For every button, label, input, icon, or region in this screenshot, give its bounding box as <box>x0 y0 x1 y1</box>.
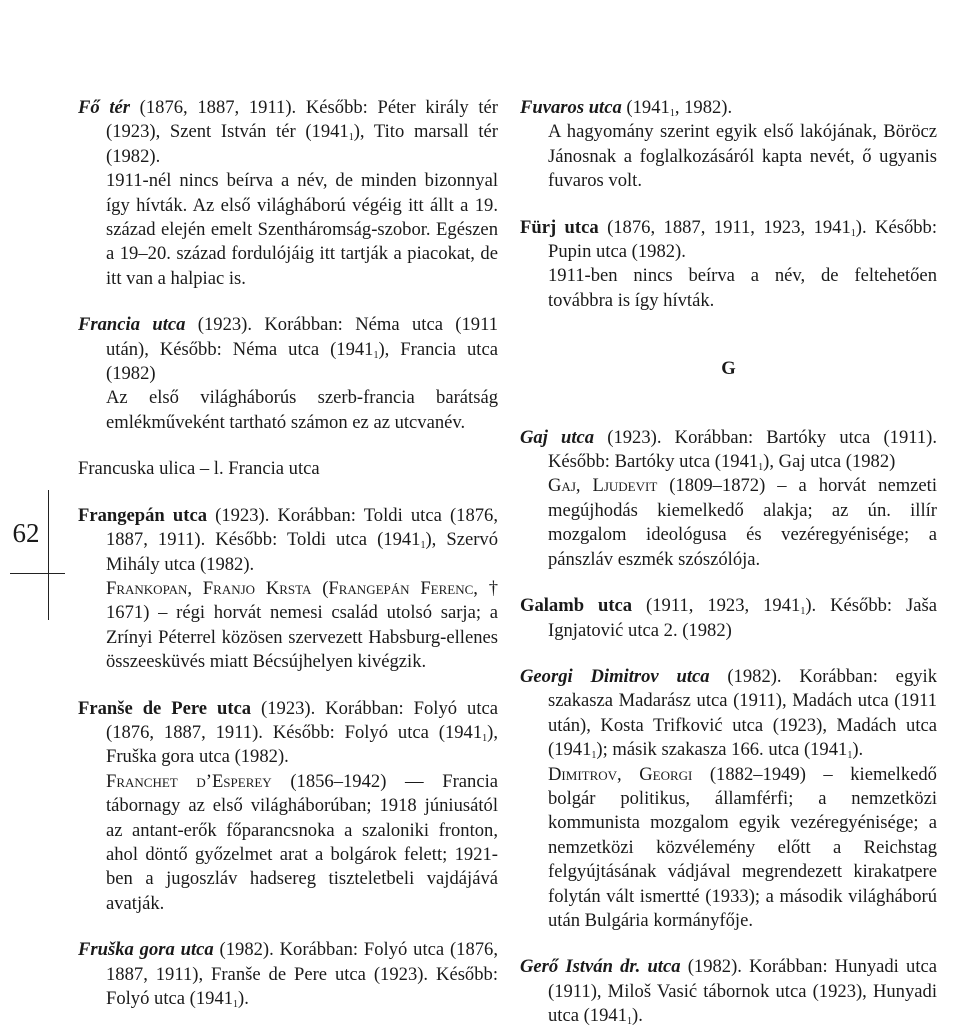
entry-term: Frangepán utca <box>78 504 207 526</box>
entry-furj-utca: Fürj utca (1876, 1887, 1911, 1923, $1941_1$). Később: Pupin utca (1982). 1911-ben nincs beírva a név, de feltehetően továbbra is így hívták. <box>520 216 937 314</box>
right-column <box>520 96 937 1029</box>
entry-term: Fruška gora utca <box>78 939 214 961</box>
crop-mark-vertical <box>48 490 49 620</box>
entry-note: (1809–1872) – a horvát nemzeti megújhodás kiemelkedő alakja; az ún. illír mozgalom ideológusa és vezéregyénisége; a pánszláv eszmék szószólója. <box>548 475 938 570</box>
entry-term: Fuvaros utca <box>520 97 622 118</box>
entry-fruska-gora-utca: Fruška gora utca (1982). Korábban: Folyó utca (1876, 1887, 1911), Franše de Pere utca (1923). Később: Folyó utca $(1941_1)$. <box>78 939 498 1010</box>
entry-term: Franše de Pere utca <box>78 697 252 719</box>
person-name: Dimitrov, Georgi <box>548 763 693 785</box>
entry-fo-ter: Fő tér (1876, 1887, 1911). Később: Péter király tér (1923), Szent István tér $(1941_1)$, Tito marsall tér (1982). 1911-nél nincs beírva a név, de minden bizonnyal így hívták. Az első világháború végéig itt állt a 19. század elején emelt Szentháromság-szobor. Egészen a 19–20. század fordulójáig itt tartják a piacokat, de itt van a halpiac is. <box>78 96 498 291</box>
person-name: Gaj, Ljudevit <box>548 475 658 497</box>
entry-note: 1671) – régi horvát nemesi család utolsó sarja; a Zrínyi Péterrel közösen szervezett Habsburg-ellenes összeesküvés miatt Bécsújhelyen kivégzik. <box>106 602 498 673</box>
entry-frangepan-utca: Frangepán utca (1923). Korábban: Toldi utca (1876, 1887, 1911). Később: Toldi utca $(1941_1)$, Szervó Mihály utca (1982). Frankopan, Franjo Krsta (Frangepán Ferenc, † 1671) – régi horvát nemesi család utolsó sarja; a Zrínyi Péterrel közösen szervezett Habsburg-ellenes összeesküvés miatt Bécsújhelyen kivégzik. <box>78 504 499 673</box>
entry-note: 1911-nél nincs beírva a név, de minden bizonnyal így hívták. Az első világháború végéig itt állt a 19. század elején emelt Szentháromság-szobor. Egészen a 19–20. század fordulójáig itt tartják a piacokat, de itt van a halpiac is. <box>106 170 498 289</box>
left-column <box>78 96 498 1011</box>
entry-note: 1911-ben nincs beírva a név, de feltehetően továbbra is így hívták. <box>548 265 937 311</box>
entry-fuvaros-utca: Fuvaros utca ($1941_1$, 1982). A hagyomány szerint egyik első lakójának, Böröcz Jánosnak a foglalkozásáról kapta nevét, ő ugyanis fuvaros volt. <box>520 96 937 194</box>
entry-francia-utca: Francia utca (1923). Korábban: Néma utca (1911 után), Később: Néma utca $(1941_1)$, Francia utca (1982) Az első világháborús szerb-francia barátság emlékműveként tartható számon ez az utcvanév. <box>78 313 498 435</box>
entry-franse-de-pere-utca: Franše de Pere utca (1923). Korábban: Folyó utca (1876, 1887, 1911). Később: Folyó utca $(1941_1)$, Fruška gora utca (1982). Franchet d’Esperey (1856–1942) — Francia tábornagy az első világháborúban; 1918 júniusától az antant-erők főparancsnoka a szaloniki fronton, ahol döntő győzelmet arat a bolgárok felett; 1921-ben a jugoszláv hadsereg tiszteletbeli vajdájává avatják. <box>78 697 498 914</box>
entry-term: Georgi Dimitrov utca <box>520 665 710 687</box>
entry-note: A hagyomány szerint egyik első lakójának, Böröcz Jánosnak a foglalkozásáról kapta nevét, ő ugyanis fuvaros volt. <box>548 121 937 192</box>
entry-gaj-utca: Gaj utca (1923). Korábban: Bartóky utca (1911). Később: Bartóky utca $(1941_1)$, Gaj utca (1982) Gaj, Ljudevit (1809–1872) – a horvát nemzeti megújhodás kiemelkedő alakja; az ún. illír mozgalom ideológusa és vezéregyénisége; a pánszláv eszmék szószólója. <box>520 426 938 570</box>
entry-term: Fő tér <box>78 97 131 118</box>
crop-mark-horizontal <box>10 573 65 574</box>
entry-term: Gerő István dr. utca <box>520 956 681 978</box>
entry-term: Galamb utca <box>520 595 633 617</box>
entry-galamb-utca: Galamb utca (1911, 1923, $1941_1$). Később: Jaša Ignjatović utca 2. (1982) <box>520 595 937 641</box>
cross-symbol: † <box>488 577 498 599</box>
entry-term: Fürj utca <box>520 216 599 238</box>
entry-note: Az első világháborús szerb-francia barátság emlékműveként tartható számon ez az utcvanév. <box>106 387 498 433</box>
entry-note: (1882–1949) – kiemelkedő bolgár politikus, államférfi; a nemzetközi kommunista mozgalom egyik vezéregyénisége; a nemzetközi közvélemény előtt a Reichstag felgyújtásának vádjával megrendezett kirakatpere folytán vált ismertté (1933); a második világháború után Bulgária kormányfője. <box>548 763 937 931</box>
entry-francuska-ulica: Francuska ulica – l. Francia utca <box>78 458 320 480</box>
person-name: Frankopan, Franjo Krsta (Frangepán Ferenc, <box>106 577 478 599</box>
page-number: 62 <box>12 518 40 548</box>
entry-term: Francia utca <box>78 314 186 336</box>
entry-gero-istvan-utca: Gerő István dr. utca (1982). Korábban: Hunyadi utca (1911), Miloš Vasić tábornok utca (1923), Hunyadi utca $(1941_1)$. <box>520 956 937 1028</box>
entry-georgi-dimitrov-utca: Georgi Dimitrov utca (1982). Korábban: egyik szakasza Madarász utca (1911), Madách utca (1911 után), Kosta Trifković utca (1923), Madách utca $(1941_1)$; másik szakasza 166. utca $(1941_1)$. Dimitrov, Georgi (1882–1949) – kiemelkedő bolgár politikus, államférfi; a nemzetközi kommunista mozgalom egyik vezéregyénisége; a nemzetközi közvélemény előtt a Reichstag felgyújtásának vádjával megrendezett kirakatpere folytán vált ismertté (1933); a második világháború után Bulgária kormányfője. <box>520 665 937 931</box>
section-letter: G <box>721 358 736 380</box>
entry-term: Gaj utca <box>520 426 595 448</box>
person-name: Franchet d’Esperey <box>106 770 272 792</box>
entry-note: (1856–1942) — Francia tábornagy az első világháborúban; 1918 júniusától az antant-erők főparancsnoka a szaloniki fronton, ahol döntő győzelmet arat a bolgárok felett; 1921-ben a jugoszláv hadsereg tiszteletbeli vajdájává avatják. <box>106 770 498 914</box>
